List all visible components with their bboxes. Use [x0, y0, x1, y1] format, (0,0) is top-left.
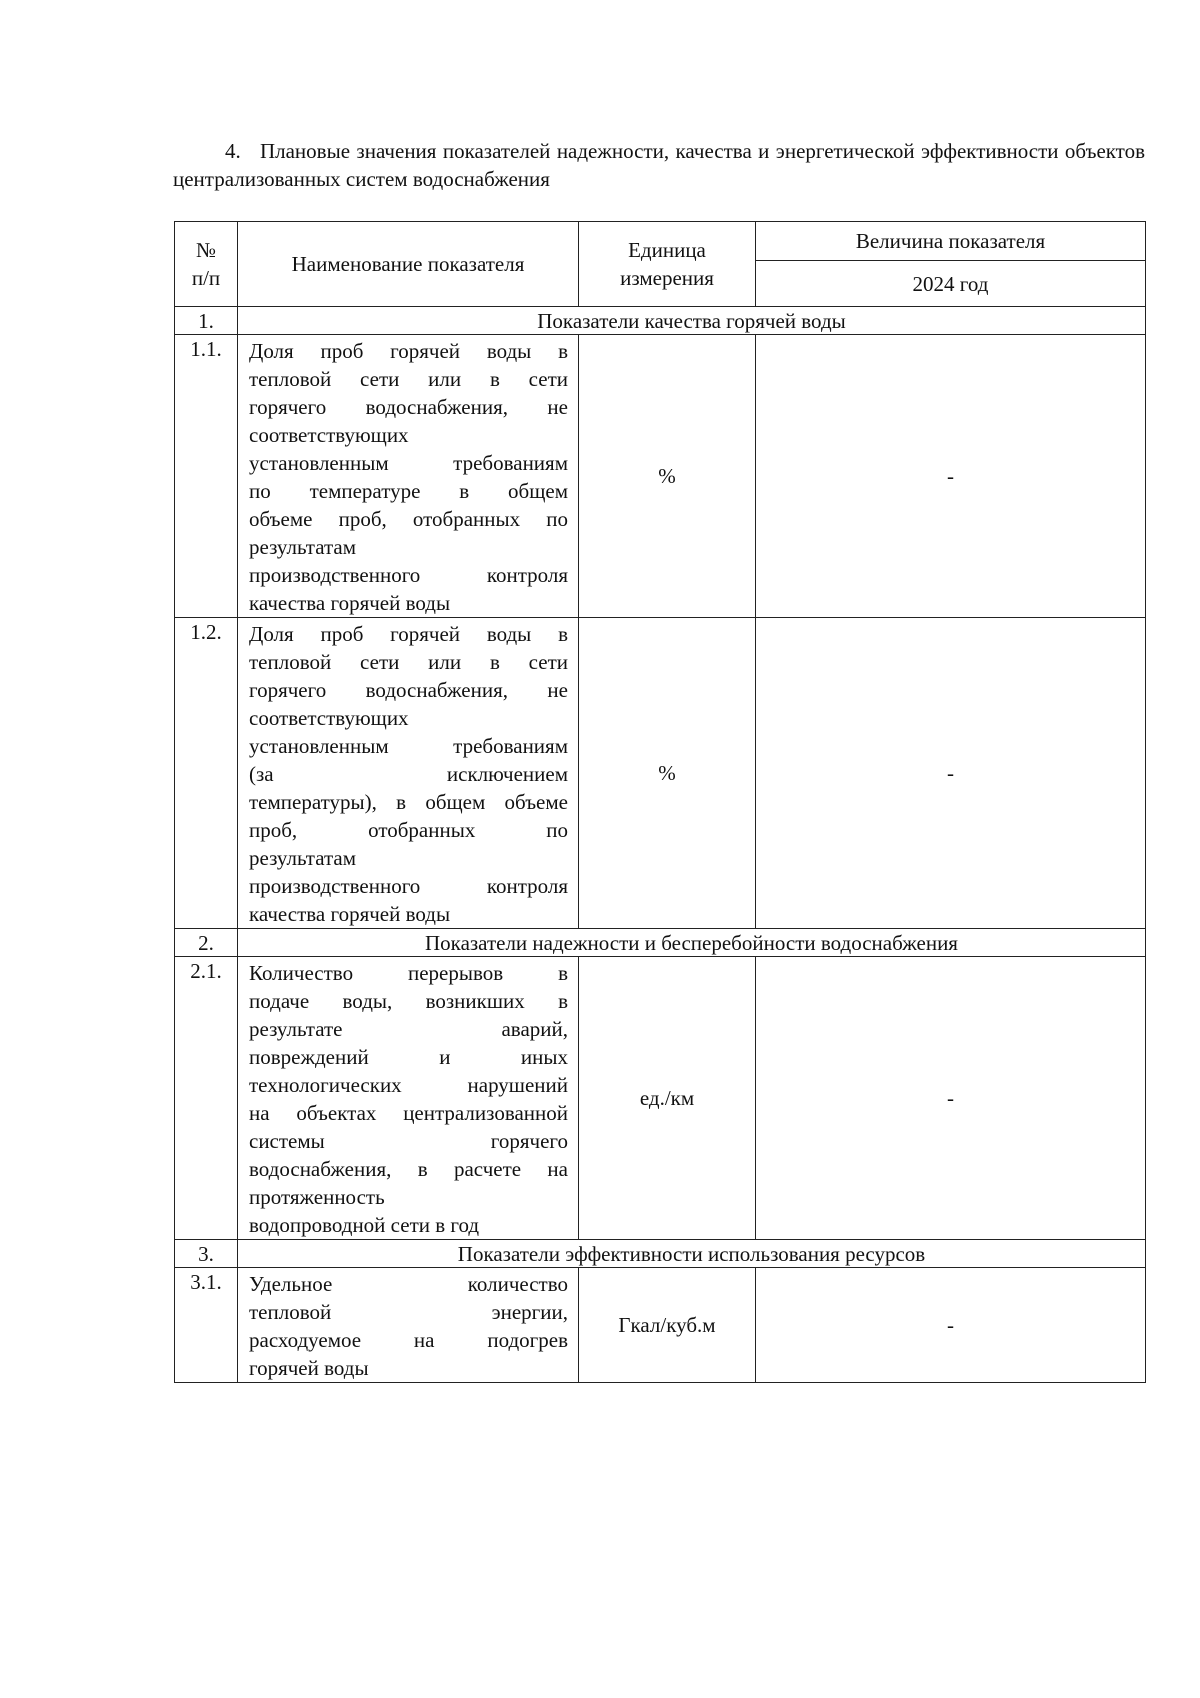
table-row — [175, 957, 1146, 1240]
indicator-value: - — [756, 618, 1146, 929]
indicator-name-line: технологических нарушений — [249, 1073, 568, 1097]
table-body — [175, 307, 1146, 1383]
indicator-name-line: результатам — [249, 846, 357, 870]
indicator-name-line: качества горячей воды — [249, 902, 451, 926]
indicators-table — [174, 221, 1146, 1383]
indicator-name-line: Количество перерывов в — [249, 961, 568, 985]
indicator-name — [238, 957, 579, 1240]
indicator-name-line: системы горячего — [249, 1129, 568, 1153]
unit-of-measure: ед./км — [579, 957, 756, 1240]
header-indicator-name: Наименование показателя — [238, 222, 579, 307]
indicator-name-line: повреждений и иных — [249, 1045, 568, 1069]
indicator-value: - — [756, 957, 1146, 1240]
indicator-name-line: на объектах централизованной — [249, 1101, 568, 1125]
section-heading — [173, 137, 1145, 193]
section-row — [175, 929, 1146, 957]
indicator-name-line: (за исключением — [249, 762, 568, 786]
table-row — [175, 1268, 1146, 1383]
indicator-name-line: результате аварий, — [249, 1017, 568, 1041]
header-unit — [579, 222, 756, 307]
indicator-name-line: Доля проб горячей воды в — [249, 622, 568, 646]
indicator-name-line: тепловой сети или в сети — [249, 367, 568, 391]
table-row — [175, 618, 1146, 929]
indicator-name-line: расходуемое на подогрев — [249, 1328, 568, 1352]
section-title: Показатели надежности и бесперебойности водоснабжения — [238, 929, 1146, 957]
header-unit-line1: Единица — [628, 238, 706, 262]
unit-of-measure: % — [579, 335, 756, 618]
heading-number: 4. — [225, 139, 241, 163]
header-number-line2: п/п — [191, 266, 221, 290]
header-year: 2024 год — [756, 261, 1146, 307]
unit-of-measure: Гкал/куб.м — [579, 1268, 756, 1383]
heading-text: Плановые значения показателей надежности, качества и энергетической эффективности объектов централизованных систем водоснабжения — [173, 139, 1146, 191]
indicator-name-line: соответствующих — [249, 706, 409, 730]
header-value: Величина показателя — [756, 222, 1146, 261]
indicator-name-line: горячей воды — [249, 1356, 369, 1380]
indicator-value: - — [756, 1268, 1146, 1383]
indicator-name-line: подаче воды, возникших в — [249, 989, 568, 1013]
section-number: 2. — [175, 929, 238, 957]
section-title: Показатели эффективности использования ресурсов — [238, 1240, 1146, 1268]
table-header — [175, 222, 1146, 307]
row-number: 1.1. — [175, 335, 238, 618]
indicator-name — [238, 618, 579, 929]
indicator-name-line: объеме проб, отобранных по — [249, 507, 568, 531]
row-number: 1.2. — [175, 618, 238, 929]
indicator-name-line: по температуре в общем — [249, 479, 568, 503]
indicator-name — [238, 1268, 579, 1383]
indicator-name-line: Доля проб горячей воды в — [249, 339, 568, 363]
header-unit-line2: измерения — [620, 266, 714, 290]
indicator-name-line: тепловой энергии, — [249, 1300, 568, 1324]
indicator-name-line: тепловой сети или в сети — [249, 650, 568, 674]
header-number — [175, 222, 238, 307]
indicator-name-line: водоснабжения, в расчете на — [249, 1157, 568, 1181]
indicator-name — [238, 335, 579, 618]
indicator-name-line: результатам — [249, 535, 357, 559]
row-number: 3.1. — [175, 1268, 238, 1383]
header-number-line1: № — [195, 238, 217, 262]
row-number: 2.1. — [175, 957, 238, 1240]
indicator-name-line: водопроводной сети в год — [249, 1213, 480, 1237]
section-row — [175, 1240, 1146, 1268]
indicator-name-line: проб, отобранных по — [249, 818, 568, 842]
indicator-name-line: горячего водоснабжения, не — [249, 678, 568, 702]
section-number: 1. — [175, 307, 238, 335]
table-row — [175, 335, 1146, 618]
section-row — [175, 307, 1146, 335]
unit-of-measure: % — [579, 618, 756, 929]
section-title: Показатели качества горячей воды — [238, 307, 1146, 335]
indicator-name-line: производственного контроля — [249, 874, 568, 898]
indicator-name-line: Удельное количество — [249, 1272, 568, 1296]
indicator-name-line: установленным требованиям — [249, 734, 568, 758]
indicator-name-line: температуры), в общем объеме — [249, 790, 568, 814]
indicator-name-line: горячего водоснабжения, не — [249, 395, 568, 419]
indicator-name-line: протяженность — [249, 1185, 385, 1209]
indicator-name-line: качества горячей воды — [249, 591, 451, 615]
indicator-name-line: соответствующих — [249, 423, 409, 447]
section-number: 3. — [175, 1240, 238, 1268]
indicator-value: - — [756, 335, 1146, 618]
indicator-name-line: производственного контроля — [249, 563, 568, 587]
indicator-name-line: установленным требованиям — [249, 451, 568, 475]
